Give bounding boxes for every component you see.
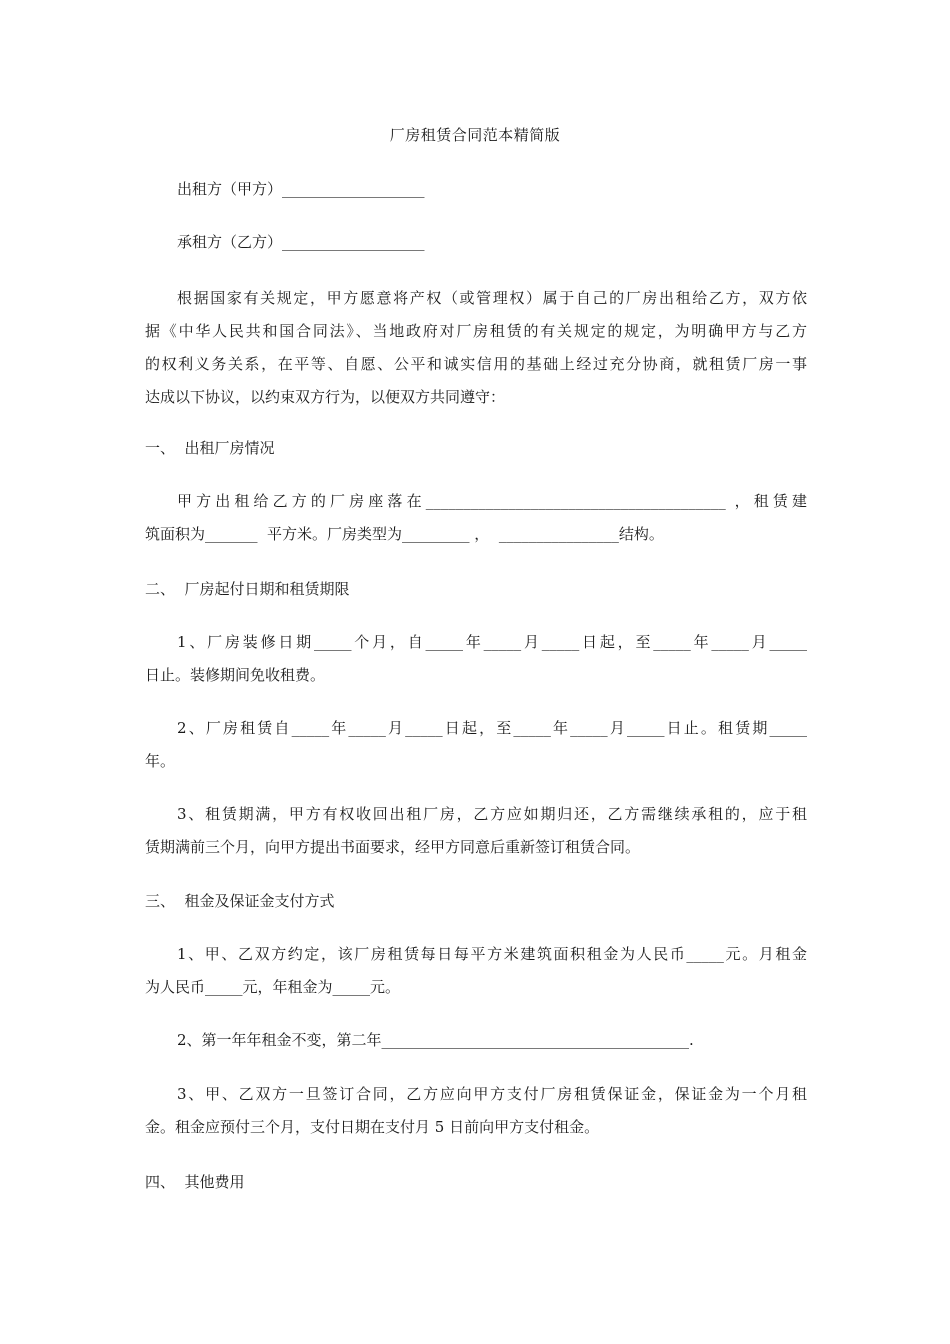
paragraph-line: 1、厂房装修日期_____个月，自_____年_____月_____日起，至_____年_____月_____ (177, 633, 807, 651)
lessor-line: 出租方（甲方）___________________ (177, 180, 425, 198)
paragraph-line: 年。 (145, 752, 176, 770)
section-3-paragraph-2: 2、第一年年租金不变，第二年_________________________________________. (177, 1031, 694, 1049)
paragraph-line: 金。租金应预付三个月，支付日期在支付月 5 日前向甲方支付租金。 (145, 1118, 600, 1136)
paragraph-line: 1、甲、乙双方约定，该厂房租赁每日每平方米建筑面积租金为人民币_____元。月租金 (177, 945, 807, 963)
preamble-line: 的权利义务关系，在平等、自愿、公平和诚实信用的基础上经过充分协商，就租赁厂房一事 (145, 355, 807, 373)
preamble-line: 据《中华人民共和国合同法》、当地政府对厂房租赁的有关规定的规定，为明确甲方与乙方 (145, 322, 807, 340)
paragraph-line: 日止。装修期间免收租费。 (145, 666, 326, 684)
paragraph-line: 3、租赁期满，甲方有权收回出租厂房，乙方应如期归还，乙方需继续承租的，应于租 (177, 805, 807, 823)
paragraph-line: 筑面积为_______ 平方米。厂房类型为_________ ， ________________结构。 (145, 525, 664, 543)
section-4-heading: 四、 其他费用 (145, 1173, 245, 1191)
paragraph-line: 2、厂房租赁自_____年_____月_____日起，至_____年_____月_____日止。租赁期_____ (177, 719, 807, 737)
preamble-line: 达成以下协议，以约束双方行为，以便双方共同遵守： (145, 388, 506, 406)
lessee-line: 承租方（乙方）___________________ (177, 233, 425, 251)
section-3-heading: 三、 租金及保证金支付方式 (145, 892, 335, 910)
paragraph-line: 为人民币_____元，年租金为_____元。 (145, 978, 401, 996)
section-3-paragraph-3 (145, 1078, 807, 1144)
section-1-paragraph (145, 485, 807, 551)
preamble-paragraph (145, 282, 807, 414)
document-title: 厂房租赁合同范本精简版 (389, 126, 561, 144)
section-2-heading: 二、 厂房起付日期和租赁期限 (145, 580, 350, 598)
section-2-paragraph-3 (145, 798, 807, 864)
section-1-heading: 一、 出租厂房情况 (145, 439, 275, 457)
section-3-paragraph-1 (145, 938, 807, 1004)
section-2-paragraph-1 (145, 626, 807, 692)
paragraph-line: 3、甲、乙双方一旦签订合同，乙方应向甲方支付厂房租赁保证金，保证金为一个月租 (177, 1085, 807, 1103)
section-2-paragraph-2 (145, 712, 807, 778)
paragraph-line: 赁期满前三个月，向甲方提出书面要求，经甲方同意后重新签订租赁合同。 (145, 838, 641, 856)
preamble-line: 根据国家有关规定，甲方愿意将产权（或管理权）属于自己的厂房出租给乙方，双方依 (177, 289, 807, 307)
paragraph-line: 甲方出租给乙方的厂房座落在________________________________________ ，租赁建 (177, 492, 807, 510)
